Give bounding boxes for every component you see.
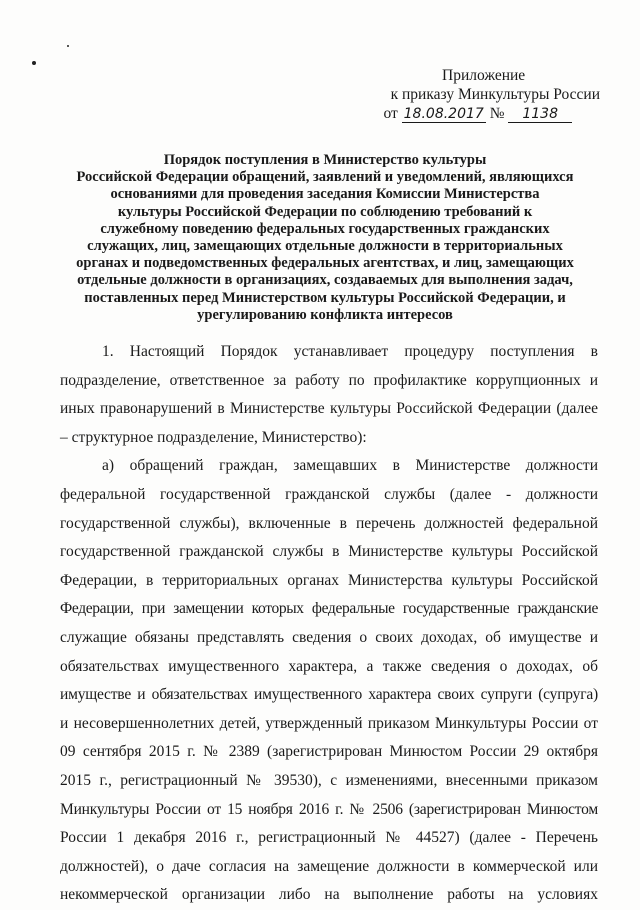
paragraph-1 (60, 338, 598, 452)
body-line: Федерации, при замещении которых федеральные государственные гражданские (60, 600, 598, 618)
title-line: служебному поведению федеральных государственных гражданских (100, 220, 550, 237)
title-line: урегулированию конфликта интересов (197, 306, 453, 323)
title-line: культуры Российской Федерации по соблюдению требований к (117, 203, 533, 220)
body-line: Федерации, в территориальных органах Министерства культуры Российской (60, 571, 598, 589)
body-line: федеральной государственной гражданской службы (далее - должности (60, 485, 598, 503)
appendix-block (370, 66, 600, 124)
body-line: и несовершеннолетних детей, утвержденный приказом Минкультуры России от (60, 714, 598, 732)
body-line: должностей), о даче согласия на замещение должности в коммерческой или (60, 857, 598, 875)
body-line: иных правонарушений в Министерстве культуры Российской Федерации (далее (60, 400, 598, 418)
body-line: имуществе и обязательствах имущественного характера своих супруги (супруга) (60, 686, 598, 704)
title-line: поставленных перед Министерством культуры Российской Федерации, и (84, 289, 566, 306)
appendix-order-ref: к приказу Минкультуры России (390, 86, 600, 103)
body-line: – структурное подразделение, Министерство): (60, 428, 367, 446)
title-line: органах и подведомственных федеральных агентствах, и лиц, замещающих (76, 255, 574, 272)
body-line: 1. Настоящий Порядок устанавливает процедуру поступления в (102, 343, 598, 360)
body-line: 2015 г., регистрационный № 39530), с изменениями, внесенными приказом (60, 771, 598, 789)
body-line: государственной службы), включенные в перечень должностей федеральной (60, 514, 598, 532)
title-line: служащих, лиц, замещающих отдельные должности в территориальных (87, 238, 563, 255)
body-line: России 1 декабря 2016 г., регистрационный № 44527) (далее - Перечень (60, 829, 598, 847)
title-line: отдельные должности в организациях, создаваемых для выполнения задач, (77, 272, 573, 289)
handwritten-number: 1138 (508, 106, 572, 123)
body-line: государственной гражданской службы в Министерстве культуры Российской (60, 543, 598, 561)
body-line: Минкультуры России от 15 ноября 2016 г. № 2506 (зарегистрирован Минюстом (60, 800, 598, 818)
appendix-number-prefix: № (489, 105, 505, 122)
handwritten-date: 18.08.2017 (403, 106, 484, 122)
appendix-date-number (370, 104, 600, 124)
body-line: некоммерческой организации либо на выполнение работы на условиях (60, 886, 598, 904)
scan-speck (67, 45, 69, 47)
body-line: а) обращений граждан, замещавших в Министерстве должности (102, 457, 598, 475)
scan-speck (32, 61, 36, 65)
document-body (60, 338, 598, 910)
title-line: Российской Федерации обращений, заявлений и уведомлений, являющихся (76, 169, 574, 186)
body-line: подразделение, ответственное за работу по профилактике коррупционных и (60, 371, 598, 389)
body-line: обязательствах имущественного характера, а также сведения о доходах, об (60, 657, 598, 675)
body-line: служащие обязаны представлять сведения о своих доходах, об имуществе и (60, 628, 598, 646)
appendix-title: Приложение (442, 67, 526, 84)
title-line: Порядок поступления в Министерство культуры (163, 152, 487, 168)
paragraph-1a (60, 452, 598, 910)
title-line: основаниями для проведения заседания Комиссии Министерства (110, 186, 540, 203)
appendix-date-prefix: от (383, 105, 398, 122)
body-line: 09 сентября 2015 г. № 2389 (зарегистрирован Минюстом России 29 октября (60, 743, 598, 761)
document-title (60, 152, 590, 324)
